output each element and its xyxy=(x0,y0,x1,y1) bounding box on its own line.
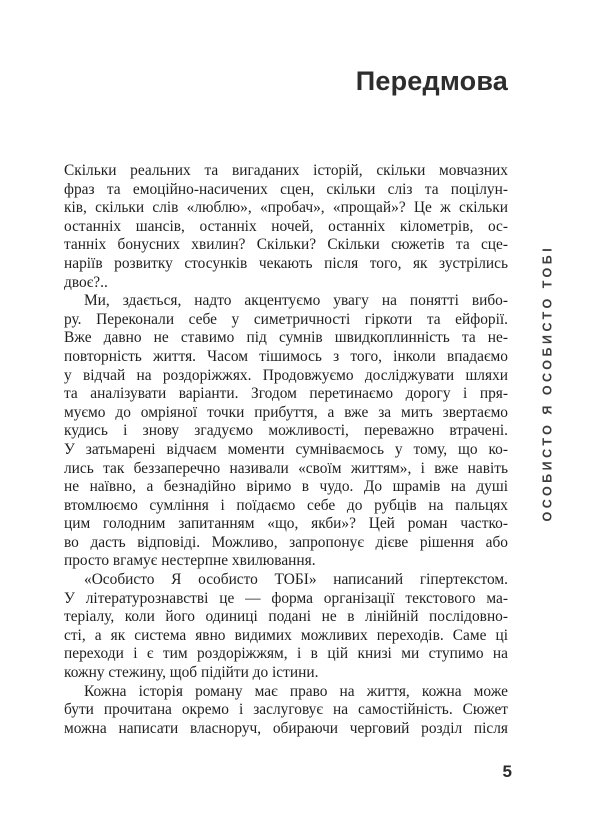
body-line: та аналізувати варіанти. Згодом перетинаємо дорогу і пря- xyxy=(64,385,508,403)
body-line: кожну стежину, щоб підійти до істини. xyxy=(64,664,319,682)
body-line: муємо до омріяної точки прибуття, а вже за мить звертаємо xyxy=(64,403,508,421)
body-line: цим голодним запитанням «що, якби»? Цей роман частко- xyxy=(64,515,508,533)
body-line: втомлюємо сумління і поїдаємо себе до рубців на пальцях xyxy=(64,496,508,514)
body-line: Скільки реальних та вигаданих історій, скільки мовчазних xyxy=(64,162,508,179)
body-line: теріалу, коли його одиниці подані не в лінійній послідовно- xyxy=(64,608,508,626)
body-line: можна написати власноруч, обираючи черговий розділ після xyxy=(64,719,508,737)
body-line: у відчай на роздоріжжях. Продовжуємо досліджувати шляхи xyxy=(64,366,508,384)
body-line: просто вгамує нестерпне хвилювання. xyxy=(64,552,316,570)
body-line: Кожна історія роману має право на життя, кожна може xyxy=(84,682,508,700)
vertical-book-title: ОСОБИСТО Я ОСОБИСТО ТОБІ xyxy=(540,244,555,522)
body-line: сті, а як система явно видимих можливих переходів. Саме ці xyxy=(64,626,508,644)
body-line: У затьмарені відчаєм моменти сумніваємось у тому, що ко- xyxy=(64,440,508,458)
body-line: Ми, здається, надто акцентуємо увагу на понятті вибо- xyxy=(84,292,508,310)
chapter-title: Передмова xyxy=(355,66,508,96)
body-line: лись так беззаперечно називали «своїм життям», і вже навіть xyxy=(64,459,508,477)
body-line: фраз та емоційно-насичених сцен, скільки сліз та поцілун- xyxy=(64,180,508,198)
body-line: наріїв розвитку стосунків чекають після того, як зустрілись xyxy=(64,254,508,272)
body-line: переходи і є тим роздоріжжям, і в цій книзі ми ступимо на xyxy=(64,645,508,663)
body-line: повторність життя. Часом тішимось з того, інколи впадаємо xyxy=(64,347,508,365)
body-line: двоє?.. xyxy=(64,273,108,291)
body-line: во дасть відповіді. Можливо, запропонує дієве рішення або xyxy=(64,533,508,551)
body-line: «Особисто Я особисто ТОБІ» написаний гіпертекстом. xyxy=(84,571,508,589)
body-line: ків, скільки слів «люблю», «пробач», «прощай»? Це ж скільки xyxy=(64,199,508,217)
body-line: бути прочитана окремо і заслуговує на самостійність. Сюжет xyxy=(64,701,508,719)
body-text xyxy=(64,162,508,738)
body-line: танніх бонусних хвилин? Скільки? Скільки сюжетів та сце- xyxy=(64,236,508,254)
body-line: не наївно, а безнадійно віримо в чудо. До шрамів на душі xyxy=(64,478,508,496)
body-line: ру. Переконали себе у симетричності гіркоти та ейфорії. xyxy=(64,310,508,328)
body-line: Вже давно не ставимо під сумнів швидкоплинність та не- xyxy=(64,329,508,347)
page-number: 5 xyxy=(502,762,512,781)
body-line: кудись і знову згадуємо можливості, переважно втрачені. xyxy=(64,422,508,440)
body-line: У літературознавстві це — форма організації текстового ма- xyxy=(64,589,508,607)
body-line: останніх шансів, останніх ночей, останніх кілометрів, ос- xyxy=(64,217,508,235)
